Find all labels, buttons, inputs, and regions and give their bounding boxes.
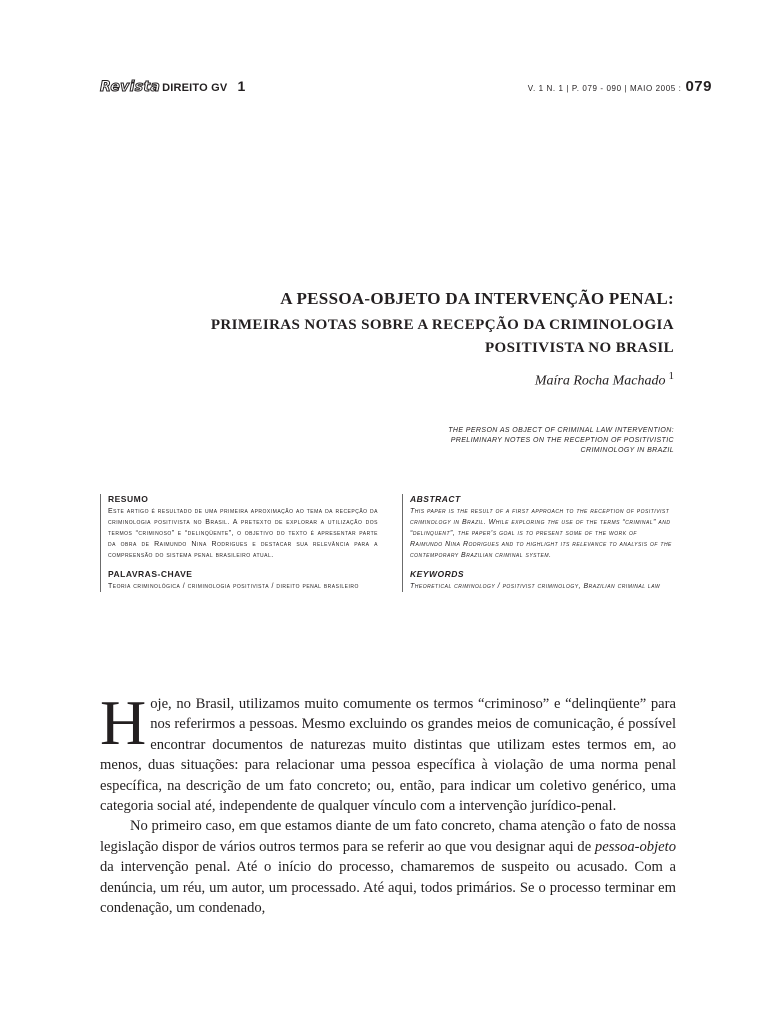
- english-title: [414, 426, 674, 456]
- abstracts-section: [100, 494, 678, 592]
- palavras-chave-text: Teoria criminológica / criminologia positivista / direito penal brasileiro: [108, 583, 359, 590]
- author-line: [94, 370, 674, 390]
- page-number: 079: [685, 78, 712, 95]
- paragraph-2-emphasis: pessoa-objeto: [594, 838, 676, 855]
- journal-brand: [100, 78, 245, 95]
- drop-cap: H: [100, 687, 147, 758]
- paragraph-1-text: oje, no Brasil, utilizamos muito comumente os termos “criminoso” e “delinqüente” para nos referirmos a pessoas. Mesmo excluindo os grandes meios de comunicação, é possível encontrar documentos de naturezas muito distintas que utilizam estes termos em, ao menos, duas situações: para relacionar uma pessoa específica à violação de uma norma penal específica, na descrição de um fato concreto; ou, então, para indicar um coletivo genérico, uma categoria social até, independente de qualquer vínculo com a intervenção jurídico-penal.: [100, 696, 676, 815]
- issue-citation: V. 1 N. 1 | P. 079 - 090 | MAIO 2005 :: [527, 84, 682, 93]
- article-title-block: [94, 288, 674, 390]
- paragraph-2-text-a: No primeiro caso, em que estamos diante de um fato concreto, chama atenção o fato de nossa legislação dispor de vários outros termos para se referir ao que vou designar aqui de: [100, 818, 676, 855]
- english-title-line-1: THE PERSON AS OBJECT OF CRIMINAL LAW INTERVENTION:: [448, 427, 674, 434]
- body-paragraph-2: [100, 816, 676, 918]
- english-title-line-2: PRELIMINARY NOTES ON THE RECEPTION OF POSITIVISTIC: [450, 437, 674, 444]
- abstract-column: [402, 494, 672, 592]
- paragraph-2-text-b: da intervenção penal. Até o início do processo, chamaremos de suspeito ou acusado. Com a denúncia, um réu, um autor, um processado. Até aqui, todos primários. Se o processo terminar em condenação, um condenado,: [100, 859, 676, 917]
- brand-direito-gv: DIREITO GV: [162, 82, 228, 94]
- english-title-line-3: CRIMINOLOGY IN BRAZIL: [580, 447, 674, 454]
- resumo-heading: RESUMO: [108, 494, 149, 504]
- article-body: [100, 687, 676, 918]
- keywords-text: Theoretical criminology / positivist criminology, Brazilian criminal law: [410, 583, 661, 590]
- resumo-text: Este artigo é resultado de uma primeira aproximação ao tema da recepção da criminologia positivista no Brasil. A pretexto de explorar a utilização dos termos “criminoso” e “delinqüente”, o objetivo do texto é apresentar parte da obra de Raimundo Nina Rodrigues e destacar sua relevância para a compreensão do sistema penal brasileiro atual.: [108, 508, 378, 559]
- author-name: Maíra Rocha Machado: [534, 373, 666, 389]
- brand-volume-number: 1: [237, 78, 246, 94]
- subtitle-line-1: PRIMEIRAS NOTAS SOBRE A RECEPÇÃO DA CRIMINOLOGIA: [210, 317, 674, 333]
- brand-revista-logo: Revista: [100, 79, 161, 95]
- body-paragraph-1: [100, 687, 676, 816]
- subtitle-line-2: POSITIVISTA NO BRASIL: [484, 340, 674, 356]
- article-title: A PESSOA-OBJETO DA INTERVENÇÃO PENAL:: [280, 289, 674, 308]
- abstract-text: This paper is the result of a first approach to the reception of positivist criminology in Brazil. While exploring the use of the terms “criminal” and “delinquent”, the paper’s goal is to present some of the work of Raimundo Nina Rodrigues and to highlight its relevance to analysis of the contemporary Brazilian criminal system.: [410, 508, 672, 559]
- article-subtitle: [94, 314, 674, 360]
- keywords-heading: KEYWORDS: [410, 569, 465, 579]
- running-header: [100, 78, 712, 98]
- palavras-chave-heading: PALAVRAS-CHAVE: [108, 569, 193, 579]
- author-footnote-marker[interactable]: 1: [668, 370, 674, 382]
- abstract-heading: ABSTRACT: [410, 494, 461, 504]
- issue-meta: [528, 78, 712, 95]
- resumo-column: [100, 494, 382, 592]
